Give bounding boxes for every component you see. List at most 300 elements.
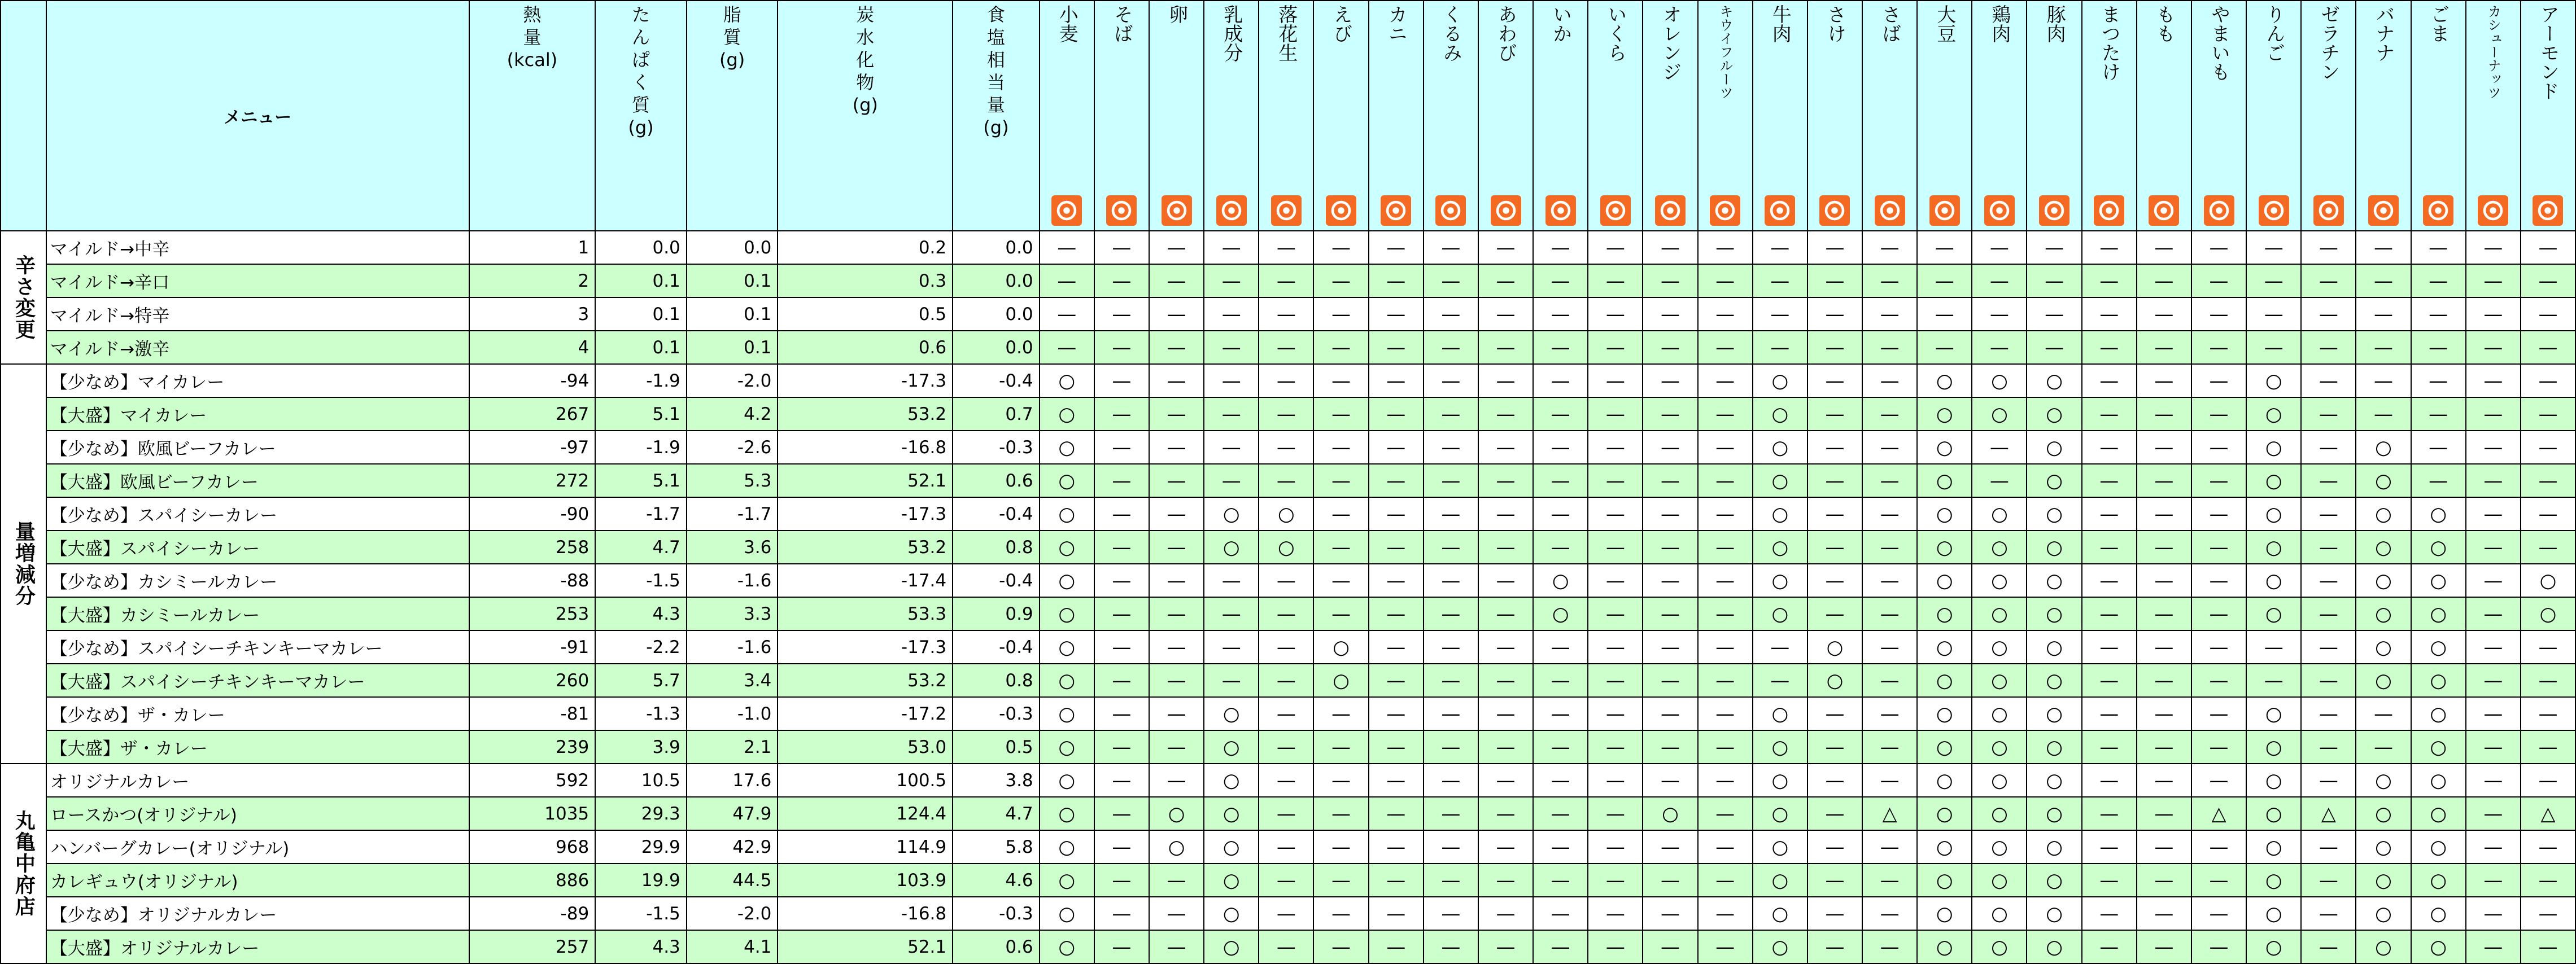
allergen-mark-cell: — <box>2137 231 2191 264</box>
milk-icon <box>1216 195 1247 226</box>
allergen-mark-cell: — <box>1698 730 1753 764</box>
allergen-mark-cell: — <box>1478 231 1533 264</box>
allergen-mark-cell: — <box>2521 630 2575 664</box>
allergen-mark-cell: — <box>1588 531 1643 564</box>
allergen-mark-cell: — <box>1094 564 1149 597</box>
allergen-mark-cell: — <box>1094 397 1149 431</box>
allergen-mark-cell: — <box>2082 597 2137 630</box>
allergen-mark-cell: ○ <box>1204 930 1259 963</box>
allergen-column-header <box>1424 1 1478 231</box>
salt-cell: 0.0 <box>953 297 1040 331</box>
allergen-mark-cell: ○ <box>1313 664 1368 697</box>
allergen-mark-cell: ○ <box>1753 830 1807 864</box>
allergen-mark-cell: — <box>1862 264 1917 297</box>
allergen-mark-cell: — <box>1862 231 1917 264</box>
nutrient-label-line: 炭 <box>856 4 875 25</box>
allergen-mark-cell: — <box>1588 564 1643 597</box>
allergen-mark-cell: ○ <box>2027 664 2081 697</box>
allergen-mark-cell: — <box>1424 597 1478 630</box>
protein-cell: 3.9 <box>595 730 687 764</box>
allergen-mark-cell: — <box>1313 431 1368 464</box>
allergen-mark-cell: ○ <box>1753 464 1807 497</box>
allergen-mark-cell: — <box>2411 264 2466 297</box>
allergen-mark-cell: — <box>1478 597 1533 630</box>
table-row <box>1 431 2575 464</box>
allergen-mark-cell: — <box>1149 664 1204 697</box>
protein-cell: 4.3 <box>595 930 687 963</box>
allergen-mark-cell: — <box>1424 830 1478 864</box>
allergen-mark-cell: △ <box>1862 797 1917 830</box>
allergen-mark-cell: ○ <box>2027 630 2081 664</box>
allergen-mark-cell: — <box>1313 331 1368 364</box>
allergen-mark-cell: — <box>1313 231 1368 264</box>
fat-cell: 0.0 <box>687 231 778 264</box>
table-row <box>1 697 2575 730</box>
allergen-mark-cell: — <box>1369 431 1424 464</box>
allergen-mark-cell: ○ <box>2027 930 2081 963</box>
gelatin-icon <box>2313 195 2344 226</box>
fat-cell: 0.1 <box>687 297 778 331</box>
nutrient-label-line: ん <box>631 27 650 48</box>
salt-cell: -0.4 <box>953 630 1040 664</box>
allergen-mark-cell: — <box>2521 664 2575 697</box>
allergen-mark-cell: △ <box>2191 797 2246 830</box>
allergen-mark-cell: △ <box>2301 797 2356 830</box>
apple-icon <box>2259 195 2289 226</box>
allergen-mark-cell: ○ <box>1040 597 1094 630</box>
allergen-mark-cell: — <box>2082 497 2137 531</box>
allergen-mark-cell: — <box>1862 531 1917 564</box>
allergen-mark-cell: — <box>1259 930 1313 963</box>
salt-cell: 0.0 <box>953 231 1040 264</box>
allergen-mark-cell: — <box>1478 797 1533 830</box>
carb-cell: -17.3 <box>778 497 953 531</box>
allergen-mark-cell: — <box>2356 364 2411 397</box>
allergen-mark-cell: — <box>1259 331 1313 364</box>
allergen-mark-cell: — <box>1698 664 1753 697</box>
allergen-mark-cell: — <box>1972 231 2027 264</box>
allergen-label: キウイフルーツ <box>1717 5 1734 99</box>
allergen-mark-cell: ○ <box>1972 764 2027 797</box>
allergen-mark-cell: — <box>1807 531 1862 564</box>
salt-cell: 0.5 <box>953 730 1040 764</box>
allergen-mark-cell: ○ <box>2411 497 2466 531</box>
allergen-mark-cell: — <box>1313 531 1368 564</box>
allergen-column-header <box>2356 1 2411 231</box>
allergen-mark-cell: — <box>1698 297 1753 331</box>
carb-cell: 100.5 <box>778 764 953 797</box>
nutrient-label-line: 相 <box>986 49 1005 71</box>
almond-icon <box>2533 195 2563 226</box>
allergen-mark-cell: — <box>1149 497 1204 531</box>
allergen-mark-cell: — <box>1094 364 1149 397</box>
allergen-mark-cell: — <box>1094 597 1149 630</box>
allergen-mark-cell: ○ <box>2356 597 2411 630</box>
allergen-mark-cell: ○ <box>2411 597 2466 630</box>
allergen-mark-cell: — <box>1862 431 1917 464</box>
allergen-mark-cell: — <box>1862 930 1917 963</box>
yam-icon <box>2204 195 2234 226</box>
allergen-mark-cell: — <box>2246 297 2301 331</box>
matsutake-icon <box>2094 195 2124 226</box>
allergen-mark-cell: — <box>2466 897 2521 930</box>
allergen-mark-cell: — <box>2191 897 2246 930</box>
allergen-mark-cell: — <box>1862 597 1917 630</box>
allergen-column-header <box>1149 1 1204 231</box>
allergen-mark-cell: — <box>2301 664 2356 697</box>
allergen-label: いか <box>1549 5 1572 43</box>
allergen-mark-cell: — <box>1094 697 1149 730</box>
allergen-mark-cell: — <box>2466 864 2521 897</box>
allergen-mark-cell: — <box>1313 697 1368 730</box>
allergen-mark-cell: — <box>1862 630 1917 664</box>
allergen-mark-cell: ○ <box>2246 464 2301 497</box>
allergen-mark-cell: △ <box>2521 797 2575 830</box>
nutrient-label-line: (g) <box>719 49 745 71</box>
allergen-label: ゼラチン <box>2317 5 2340 81</box>
allergen-mark-cell: — <box>1204 364 1259 397</box>
allergen-mark-cell: — <box>1478 297 1533 331</box>
allergen-mark-cell: ○ <box>1204 531 1259 564</box>
allergen-mark-cell: — <box>1259 897 1313 930</box>
allergen-mark-cell: ○ <box>1917 664 1972 697</box>
allergen-mark-cell: — <box>2082 297 2137 331</box>
allergen-mark-cell: — <box>1698 397 1753 431</box>
protein-cell: -2.2 <box>595 630 687 664</box>
fat-cell: 0.1 <box>687 264 778 297</box>
allergen-mark-cell: — <box>2466 464 2521 497</box>
table-row <box>1 864 2575 897</box>
allergen-mark-cell: ○ <box>2521 597 2575 630</box>
salt-cell: 4.7 <box>953 797 1040 830</box>
allergen-mark-cell: — <box>1259 564 1313 597</box>
allergen-mark-cell: — <box>2466 730 2521 764</box>
allergen-label: ごま <box>2427 5 2450 43</box>
allergen-mark-cell: ○ <box>2411 864 2466 897</box>
allergen-mark-cell: — <box>1588 264 1643 297</box>
allergen-mark-cell: — <box>1588 764 1643 797</box>
allergen-mark-cell: — <box>2521 697 2575 730</box>
allergen-label: 小麦 <box>1055 5 1079 43</box>
allergen-mark-cell: — <box>1533 531 1588 564</box>
allergen-mark-cell: ○ <box>1040 531 1094 564</box>
table-row <box>1 597 2575 630</box>
allergen-mark-cell: — <box>1533 697 1588 730</box>
allergen-mark-cell: — <box>1478 431 1533 464</box>
menu-name-cell: 【大盛】欧風ビーフカレー <box>46 464 469 497</box>
allergen-mark-cell: — <box>2411 464 2466 497</box>
allergen-mark-cell: ○ <box>1753 797 1807 830</box>
protein-cell: 4.3 <box>595 597 687 630</box>
allergen-mark-cell: — <box>2027 231 2081 264</box>
allergen-mark-cell: — <box>1424 864 1478 897</box>
salt-cell: 4.6 <box>953 864 1040 897</box>
allergen-mark-cell: ○ <box>2356 830 2411 864</box>
allergen-mark-cell: ○ <box>2356 764 2411 797</box>
allergen-mark-cell: ○ <box>1917 630 1972 664</box>
allergen-column-header <box>1698 1 1753 231</box>
fat-cell: -1.7 <box>687 497 778 531</box>
allergen-mark-cell: — <box>1149 630 1204 664</box>
allergen-mark-cell: — <box>2082 630 2137 664</box>
fat-cell: 4.2 <box>687 397 778 431</box>
allergen-mark-cell: — <box>2137 664 2191 697</box>
salt-cell: -0.3 <box>953 897 1040 930</box>
allergen-column-header <box>2082 1 2137 231</box>
allergen-mark-cell: ○ <box>2246 930 2301 963</box>
allergen-mark-cell: ○ <box>1972 397 2027 431</box>
allergen-label: まつたけ <box>2098 5 2121 81</box>
allergen-mark-cell: — <box>1588 897 1643 930</box>
allergen-mark-cell: — <box>1698 331 1753 364</box>
nutrient-label-line: (g) <box>628 117 654 138</box>
allergen-mark-cell: — <box>1698 464 1753 497</box>
allergen-mark-cell: — <box>2137 431 2191 464</box>
allergen-mark-cell: ○ <box>2356 464 2411 497</box>
allergen-mark-cell: — <box>2466 830 2521 864</box>
allergen-mark-cell: — <box>1643 497 1697 531</box>
allergen-mark-cell: — <box>1313 564 1368 597</box>
allergen-mark-cell: — <box>1040 231 1094 264</box>
allergen-mark-cell: — <box>2246 331 2301 364</box>
allergen-mark-cell: — <box>2082 397 2137 431</box>
allergen-mark-cell: ○ <box>1972 597 2027 630</box>
carb-cell: -16.8 <box>778 431 953 464</box>
allergen-mark-cell: — <box>1478 830 1533 864</box>
allergen-mark-cell: — <box>1149 364 1204 397</box>
allergen-mark-cell: — <box>1807 730 1862 764</box>
allergen-mark-cell: ○ <box>2356 431 2411 464</box>
salt-cell: 0.8 <box>953 664 1040 697</box>
allergen-mark-cell: — <box>2082 231 2137 264</box>
allergen-mark-cell: ○ <box>2411 930 2466 963</box>
allergen-column-header <box>2466 1 2521 231</box>
allergen-label: さけ <box>1823 5 1846 43</box>
allergen-mark-cell: — <box>2082 830 2137 864</box>
allergen-mark-cell: ○ <box>1040 397 1094 431</box>
carb-cell: 52.1 <box>778 930 953 963</box>
nutrient-label-line: た <box>631 4 650 25</box>
kcal-cell: -88 <box>469 564 596 597</box>
allergen-mark-cell: — <box>2356 397 2411 431</box>
allergen-mark-cell: ○ <box>1753 431 1807 464</box>
carb-cell: 53.0 <box>778 730 953 764</box>
allergen-mark-cell: — <box>2191 531 2246 564</box>
protein-cell: -1.3 <box>595 697 687 730</box>
allergen-mark-cell: — <box>2246 630 2301 664</box>
allergen-mark-cell: — <box>1369 930 1424 963</box>
allergen-mark-cell: — <box>1698 364 1753 397</box>
allergen-mark-cell: ○ <box>1040 630 1094 664</box>
allergen-mark-cell: ○ <box>1972 664 2027 697</box>
protein-cell: 5.1 <box>595 397 687 431</box>
table-row <box>1 497 2575 531</box>
allergen-mark-cell: — <box>1369 897 1424 930</box>
allergen-mark-cell: — <box>1588 630 1643 664</box>
protein-cell: 10.5 <box>595 764 687 797</box>
table-row <box>1 730 2575 764</box>
allergen-mark-cell: — <box>2521 397 2575 431</box>
allergen-mark-cell: — <box>2521 531 2575 564</box>
allergen-mark-cell: — <box>1807 297 1862 331</box>
allergen-mark-cell: — <box>1807 331 1862 364</box>
allergen-mark-cell: — <box>1478 630 1533 664</box>
allergen-mark-cell: ○ <box>1972 730 2027 764</box>
allergen-mark-cell: — <box>1533 630 1588 664</box>
allergen-mark-cell: — <box>2082 431 2137 464</box>
allergen-label: カシューナッツ <box>2485 5 2501 99</box>
allergen-mark-cell: — <box>1917 331 1972 364</box>
allergen-mark-cell: — <box>1478 531 1533 564</box>
kcal-cell: -97 <box>469 431 596 464</box>
allergen-mark-cell: — <box>1094 864 1149 897</box>
nutrient-label-line: 物 <box>856 72 875 93</box>
allergen-column-header <box>2246 1 2301 231</box>
allergen-mark-cell: — <box>1424 231 1478 264</box>
allergen-mark-cell: — <box>1369 464 1424 497</box>
allergen-mark-cell: ○ <box>2027 864 2081 897</box>
allergen-mark-cell: ○ <box>1917 497 1972 531</box>
allergen-mark-cell: — <box>2301 231 2356 264</box>
allergen-mark-cell: — <box>1149 531 1204 564</box>
allergen-mark-cell: — <box>2466 664 2521 697</box>
allergen-mark-cell: ○ <box>1753 597 1807 630</box>
protein-cell: 29.3 <box>595 797 687 830</box>
allergen-mark-cell: — <box>1424 497 1478 531</box>
allergen-mark-cell: ○ <box>1040 864 1094 897</box>
carb-cell: 53.2 <box>778 531 953 564</box>
allergen-mark-cell: ○ <box>1204 497 1259 531</box>
allergen-mark-cell: — <box>1478 664 1533 697</box>
allergen-mark-cell: — <box>2466 231 2521 264</box>
allergen-mark-cell: ○ <box>2027 897 2081 930</box>
allergen-mark-cell: ○ <box>1259 531 1313 564</box>
allergen-mark-cell: — <box>2301 464 2356 497</box>
salmon-icon <box>1819 195 1850 226</box>
allergen-mark-cell: — <box>2521 297 2575 331</box>
allergen-mark-cell: — <box>1424 464 1478 497</box>
allergen-mark-cell: — <box>1149 864 1204 897</box>
crab-icon <box>1381 195 1411 226</box>
salt-cell: 0.6 <box>953 464 1040 497</box>
allergen-mark-cell: — <box>1094 830 1149 864</box>
fat-cell: 2.1 <box>687 730 778 764</box>
allergen-mark-cell: — <box>2191 930 2246 963</box>
allergen-mark-cell: — <box>1972 431 2027 464</box>
allergen-mark-cell: — <box>1424 797 1478 830</box>
table-body <box>1 231 2575 963</box>
allergen-mark-cell: — <box>1698 697 1753 730</box>
allergen-mark-cell: — <box>1259 464 1313 497</box>
allergen-mark-cell: — <box>2411 331 2466 364</box>
allergen-mark-cell: ○ <box>1753 864 1807 897</box>
allergen-mark-cell: — <box>1862 697 1917 730</box>
allergen-mark-cell: — <box>2082 564 2137 597</box>
allergen-mark-cell: ○ <box>2356 630 2411 664</box>
allergen-mark-cell: ○ <box>1972 797 2027 830</box>
allergen-mark-cell: — <box>2137 930 2191 963</box>
carb-cell: 53.2 <box>778 397 953 431</box>
allergen-mark-cell: — <box>2246 231 2301 264</box>
allergen-mark-cell: — <box>2301 431 2356 464</box>
walnut-icon <box>1435 195 1466 226</box>
allergen-mark-cell: — <box>1204 464 1259 497</box>
allergen-mark-cell: — <box>1424 564 1478 597</box>
allergen-mark-cell: — <box>2191 231 2246 264</box>
allergen-mark-cell: — <box>2521 431 2575 464</box>
allergen-mark-cell: — <box>2466 297 2521 331</box>
allergen-mark-cell: — <box>1040 297 1094 331</box>
allergen-mark-cell: — <box>2191 730 2246 764</box>
allergen-mark-cell: ○ <box>2356 797 2411 830</box>
allergen-mark-cell: ○ <box>1753 531 1807 564</box>
nutrient-label-line: (g) <box>852 94 878 116</box>
allergen-mark-cell: ○ <box>1972 697 2027 730</box>
allergen-mark-cell: — <box>1478 331 1533 364</box>
allergen-label: 乳成分 <box>1220 5 1243 62</box>
allergen-mark-cell: — <box>1643 364 1697 397</box>
allergen-mark-cell: — <box>2466 764 2521 797</box>
protein-cell: 0.1 <box>595 297 687 331</box>
allergen-mark-cell: — <box>1313 797 1368 830</box>
salt-cell: -0.3 <box>953 697 1040 730</box>
allergen-mark-cell: — <box>1424 364 1478 397</box>
fat-cell: 3.6 <box>687 531 778 564</box>
allergen-mark-cell: ○ <box>1040 664 1094 697</box>
protein-cell: 0.1 <box>595 331 687 364</box>
allergen-mark-cell: — <box>2191 864 2246 897</box>
allergen-mark-cell: — <box>1259 730 1313 764</box>
allergen-mark-cell: — <box>2137 730 2191 764</box>
allergen-mark-cell: ○ <box>2246 797 2301 830</box>
protein-cell: -1.9 <box>595 431 687 464</box>
allergen-mark-cell: — <box>2466 331 2521 364</box>
group-label: 辛さ変更 <box>1 231 46 364</box>
menu-name-cell: 【少なめ】マイカレー <box>46 364 469 397</box>
table-row <box>1 830 2575 864</box>
allergen-mark-cell: — <box>1313 930 1368 963</box>
allergen-mark-cell: — <box>1094 297 1149 331</box>
allergen-mark-cell: — <box>1807 497 1862 531</box>
allergen-mark-cell: — <box>2411 231 2466 264</box>
allergen-mark-cell: — <box>1643 630 1697 664</box>
allergen-mark-cell: — <box>2082 730 2137 764</box>
allergen-mark-cell: ○ <box>1204 897 1259 930</box>
allergen-mark-cell: ○ <box>1917 897 1972 930</box>
allergen-mark-cell: — <box>2082 531 2137 564</box>
allergen-mark-cell: — <box>2191 764 2246 797</box>
salt-cell: -0.4 <box>953 364 1040 397</box>
allergen-mark-cell: — <box>1369 664 1424 697</box>
allergen-mark-cell: — <box>1862 830 1917 864</box>
allergen-mark-cell: — <box>1588 797 1643 830</box>
nutrient-label-line: (kcal) <box>507 49 558 71</box>
allergen-mark-cell: ○ <box>2411 630 2466 664</box>
allergen-mark-cell: — <box>1149 464 1204 497</box>
allergen-mark-cell: ○ <box>2027 531 2081 564</box>
nutrient-label-line: 脂 <box>723 4 741 25</box>
allergen-mark-cell: — <box>2301 331 2356 364</box>
allergen-mark-cell: — <box>1807 764 1862 797</box>
allergen-mark-cell: — <box>2301 697 2356 730</box>
allergen-mark-cell: ○ <box>1917 431 1972 464</box>
kcal-cell: 4 <box>469 331 596 364</box>
allergen-mark-cell: — <box>1094 531 1149 564</box>
table-row <box>1 930 2575 963</box>
allergen-mark-cell: ○ <box>1149 830 1204 864</box>
allergen-mark-cell: — <box>1094 231 1149 264</box>
allergen-mark-cell: — <box>1094 464 1149 497</box>
